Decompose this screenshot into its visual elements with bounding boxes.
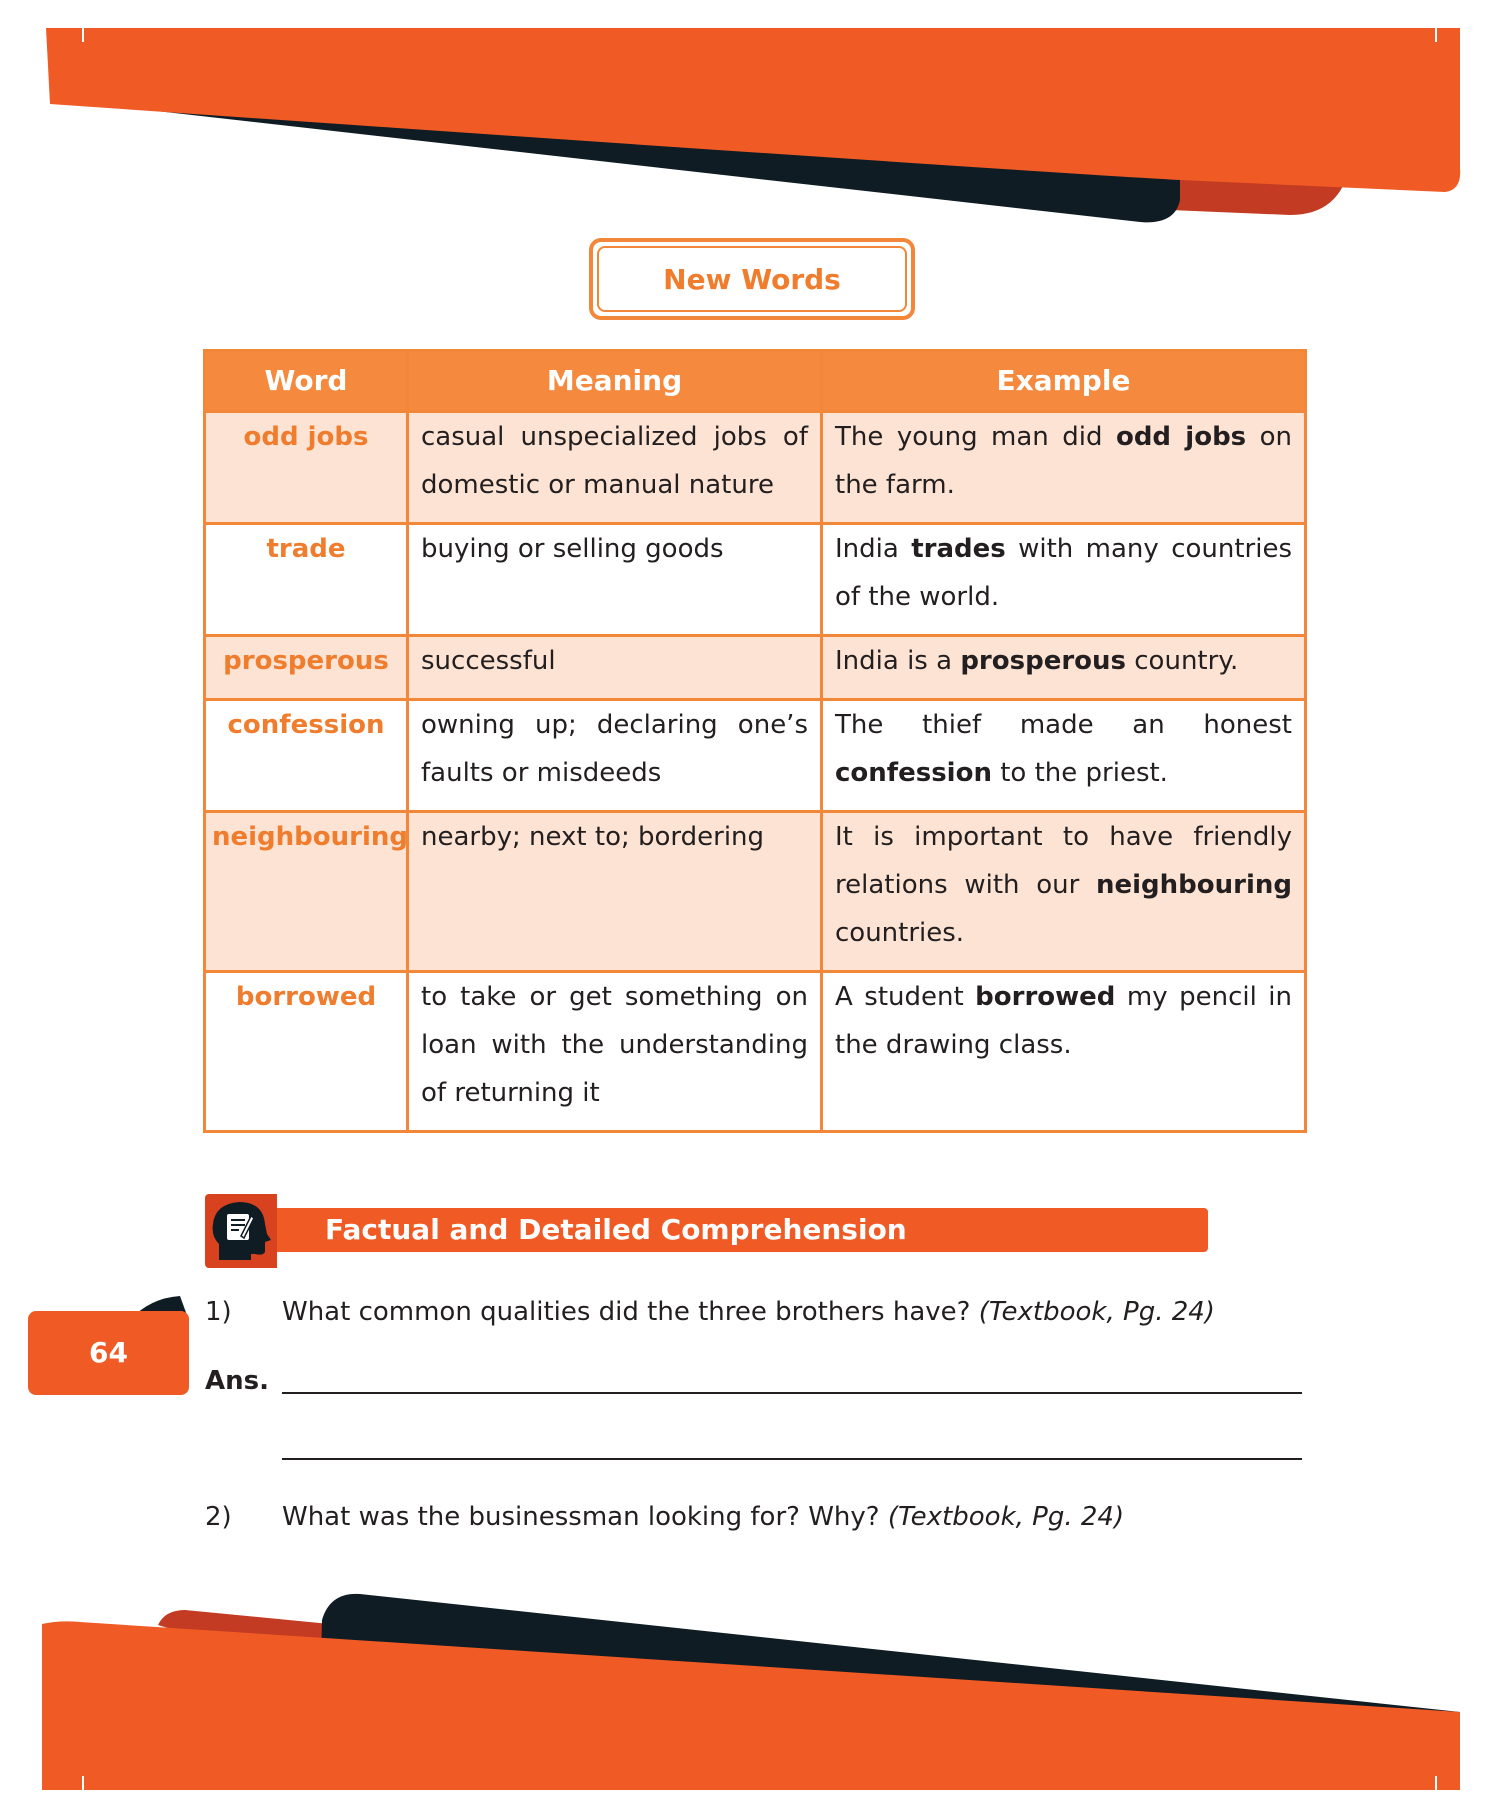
word-cell: prosperous	[205, 636, 408, 700]
section-icon-box	[205, 1194, 277, 1268]
meaning-cell: casual unspecialized jobs of domestic or manual nature	[408, 412, 822, 524]
example-text: The thief made an honest	[835, 710, 1292, 740]
bottom-banner-decoration	[0, 1580, 1500, 1800]
table-row	[205, 972, 1306, 1132]
top-banner-decoration	[0, 0, 1500, 240]
example-text: with many countries of the world.	[835, 534, 1292, 612]
example-cell	[822, 972, 1306, 1132]
table-row	[205, 524, 1306, 636]
example-text: India is a	[835, 646, 961, 676]
word-cell: odd jobs	[205, 412, 408, 524]
question-text	[282, 1502, 1124, 1532]
example-text: to the priest.	[991, 758, 1168, 788]
table-row	[205, 412, 1306, 524]
meaning-cell: owning up; declaring one’s faults or misdeeds	[408, 700, 822, 812]
example-highlight: confession	[835, 758, 992, 788]
question-number: 1)	[205, 1297, 232, 1327]
table-header-row	[205, 351, 1306, 412]
answer-label: Ans.	[205, 1366, 269, 1396]
example-cell	[822, 524, 1306, 636]
question-reference: (Textbook, Pg. 24)	[978, 1297, 1215, 1327]
question-text	[282, 1297, 1215, 1327]
example-highlight: borrowed	[975, 982, 1116, 1012]
column-header-word: Word	[205, 351, 408, 412]
example-text: India	[835, 534, 912, 564]
meaning-cell: buying or selling goods	[408, 524, 822, 636]
word-cell: confession	[205, 700, 408, 812]
example-text: countries.	[835, 918, 965, 948]
vocabulary-table	[203, 349, 1307, 1133]
example-highlight: odd jobs	[1115, 422, 1247, 452]
page-number: 64	[28, 1311, 189, 1395]
example-cell	[822, 812, 1306, 972]
question-reference: (Textbook, Pg. 24)	[887, 1502, 1125, 1532]
example-text: my pencil in the drawing class.	[835, 982, 1292, 1060]
example-highlight: neighbouring	[1095, 870, 1292, 900]
example-highlight: prosperous	[960, 646, 1126, 676]
example-text: country.	[1126, 646, 1239, 676]
question-body: What common qualities did the three brothers have?	[282, 1297, 971, 1327]
table-row	[205, 812, 1306, 972]
example-text: A student	[835, 982, 976, 1012]
column-header-example: Example	[822, 351, 1306, 412]
example-text: The young man did	[835, 422, 1116, 452]
column-header-meaning: Meaning	[408, 351, 822, 412]
word-cell: neighbouring	[205, 812, 408, 972]
example-text: on the farm.	[835, 422, 1293, 500]
word-cell: trade	[205, 524, 408, 636]
example-cell	[822, 412, 1306, 524]
head-notepad-icon	[205, 1194, 277, 1268]
table-row	[205, 636, 1306, 700]
meaning-cell: to take or get something on loan with the understanding of returning it	[408, 972, 822, 1132]
word-cell: borrowed	[205, 972, 408, 1132]
answer-line[interactable]	[282, 1392, 1302, 1394]
example-cell	[822, 636, 1306, 700]
question-body: What was the businessman looking for? Why?	[282, 1502, 880, 1532]
example-text: It is important to have friendly relations with our	[835, 822, 1292, 900]
table-row	[205, 700, 1306, 812]
new-words-title-badge	[589, 238, 915, 320]
example-highlight: trades	[911, 534, 1006, 564]
example-cell	[822, 700, 1306, 812]
meaning-cell: successful	[408, 636, 822, 700]
meaning-cell: nearby; next to; bordering	[408, 812, 822, 972]
answer-line[interactable]	[282, 1458, 1302, 1460]
section-heading: Factual and Detailed Comprehension	[277, 1208, 1208, 1252]
question-number: 2)	[205, 1502, 232, 1532]
page-title: New Words	[597, 246, 907, 312]
